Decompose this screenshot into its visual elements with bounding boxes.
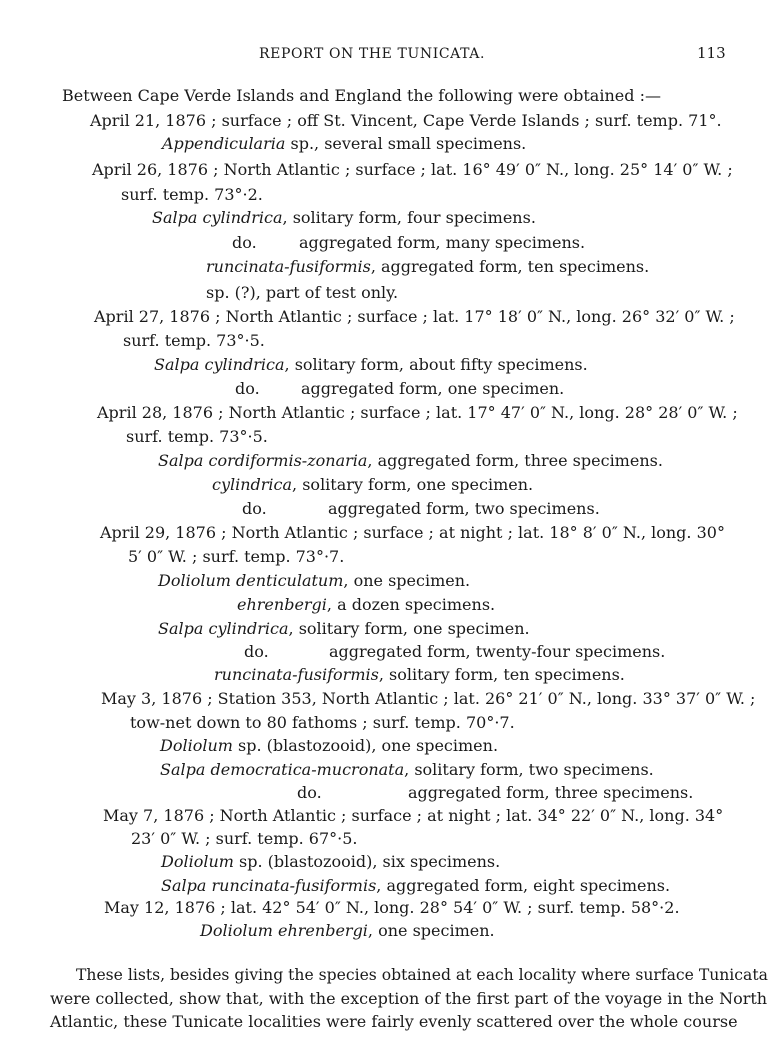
species-name: Appendicularia [162, 134, 286, 153]
species-name: runcinata-fusiformis [214, 665, 379, 684]
species-detail: , aggregated form, ten specimens. [370, 257, 650, 276]
paragraph-line: These lists, besides giving the species obtained at each locality where surface Tunicata [76, 965, 768, 984]
entry-temp-line: 5′ 0″ W. ; surf. temp. 73°·7. [128, 547, 345, 566]
species-line [154, 357, 588, 373]
entry-date-line: April 21, 1876 ; surface ; off St. Vincent, Cape Verde Islands ; surf. temp. 71°. [90, 111, 722, 130]
species-detail: , solitary form, four specimens. [282, 208, 536, 227]
species-name: Salpa cordiformis-zonaria [158, 451, 368, 470]
entry-temp-line: surf. temp. 73°·5. [126, 427, 268, 446]
species-detail: aggregated form, many specimens. [299, 233, 586, 252]
species-line [214, 667, 625, 683]
entry-temp-line: surf. temp. 73°·2. [121, 185, 263, 204]
entry-temp-line: surf. temp. 73°·5. [123, 331, 265, 350]
species-name: Doliolum [160, 736, 233, 755]
entry-date-line: April 29, 1876 ; North Atlantic ; surface ; at night ; lat. 18° 8′ 0″ N., long. 30° [100, 523, 725, 542]
species-name: Salpa cylindrica [152, 208, 283, 227]
species-detail: sp. (blastozooid), six specimens. [233, 852, 501, 871]
species-ditto: do. [235, 379, 260, 398]
species-detail: , solitary form, one specimen. [292, 475, 534, 494]
page-number: 113 [697, 44, 726, 62]
species-detail: , solitary form, one specimen. [288, 619, 530, 638]
paragraph-line: were collected, show that, with the exception of the first part of the voyage in the North [50, 989, 768, 1008]
entry-date-line: April 26, 1876 ; North Atlantic ; surface ; lat. 16° 49′ 0″ N., long. 25° 14′ 0″ W. ; [92, 160, 733, 179]
species-name: Doliolum ehrenbergi [200, 921, 368, 940]
species-detail: sp., several small specimens. [285, 134, 527, 153]
species-ditto: do. [297, 783, 322, 802]
species-detail: aggregated form, two specimens. [328, 499, 600, 518]
paragraph-line: Atlantic, these Tunicate localities were fairly evenly scattered over the whole course [50, 1012, 738, 1031]
species-line [160, 762, 654, 778]
species-ditto: do. [244, 642, 269, 661]
species-line: sp. (?), part of test only. [206, 283, 399, 302]
species-name: Salpa cylindrica [154, 355, 285, 374]
species-detail: , one specimen. [343, 571, 471, 590]
species-detail: , solitary form, ten specimens. [378, 665, 625, 684]
species-detail: , one specimen. [367, 921, 495, 940]
species-name: Salpa democratica-mucronata [160, 760, 405, 779]
species-line [200, 923, 495, 939]
entry-date-line: April 27, 1876 ; North Atlantic ; surface ; lat. 17° 18′ 0″ N., long. 26° 32′ 0″ W. ; [94, 307, 735, 326]
species-detail: aggregated form, twenty-four specimens. [329, 642, 666, 661]
species-detail: , aggregated form, eight specimens. [376, 876, 671, 895]
species-line [158, 453, 663, 469]
species-ditto: do. [232, 233, 257, 252]
species-line [212, 477, 533, 493]
species-ditto: do. [242, 499, 267, 518]
entry-date-line: May 12, 1876 ; lat. 42° 54′ 0″ N., long. 28° 54′ 0″ W. ; surf. temp. 58°·2. [104, 898, 680, 917]
running-head: REPORT ON THE TUNICATA. [259, 46, 486, 62]
species-detail: aggregated form, one specimen. [301, 379, 565, 398]
species-line [158, 621, 530, 637]
intro-line: Between Cape Verde Islands and England the following were obtained :— [62, 86, 661, 105]
species-name: runcinata-fusiformis [206, 257, 371, 276]
species-name: Salpa runcinata-fusiformis [161, 876, 377, 895]
entry-temp-line: tow-net down to 80 fathoms ; surf. temp. 70°·7. [130, 713, 515, 732]
species-name: cylindrica [212, 475, 293, 494]
species-detail: , a dozen specimens. [326, 595, 496, 614]
species-line [162, 136, 526, 152]
species-name: ehrenbergi [237, 595, 327, 614]
species-detail: , aggregated form, three specimens. [367, 451, 663, 470]
species-line [206, 259, 649, 275]
species-line [161, 878, 670, 894]
entry-date-line: May 3, 1876 ; Station 353, North Atlantic ; lat. 26° 21′ 0″ N., long. 33° 37′ 0″ W. ; [101, 689, 756, 708]
species-name: Doliolum [161, 852, 234, 871]
species-line [237, 597, 495, 613]
species-line [152, 210, 536, 226]
species-detail: , solitary form, about fifty specimens. [284, 355, 588, 374]
species-name: Doliolum denticulatum [158, 571, 344, 590]
species-line [158, 573, 470, 589]
species-detail: , solitary form, two specimens. [404, 760, 654, 779]
entry-date-line: May 7, 1876 ; North Atlantic ; surface ; at night ; lat. 34° 22′ 0″ N., long. 34° [103, 806, 724, 825]
entry-temp-line: 23′ 0″ W. ; surf. temp. 67°·5. [131, 829, 358, 848]
species-name: Salpa cylindrica [158, 619, 289, 638]
species-line [160, 738, 498, 754]
species-line [161, 854, 500, 870]
entry-date-line: April 28, 1876 ; North Atlantic ; surface ; lat. 17° 47′ 0″ N., long. 28° 28′ 0″ W. ; [97, 403, 738, 422]
species-detail: sp. (blastozooid), one specimen. [232, 736, 499, 755]
species-detail: aggregated form, three specimens. [408, 783, 694, 802]
